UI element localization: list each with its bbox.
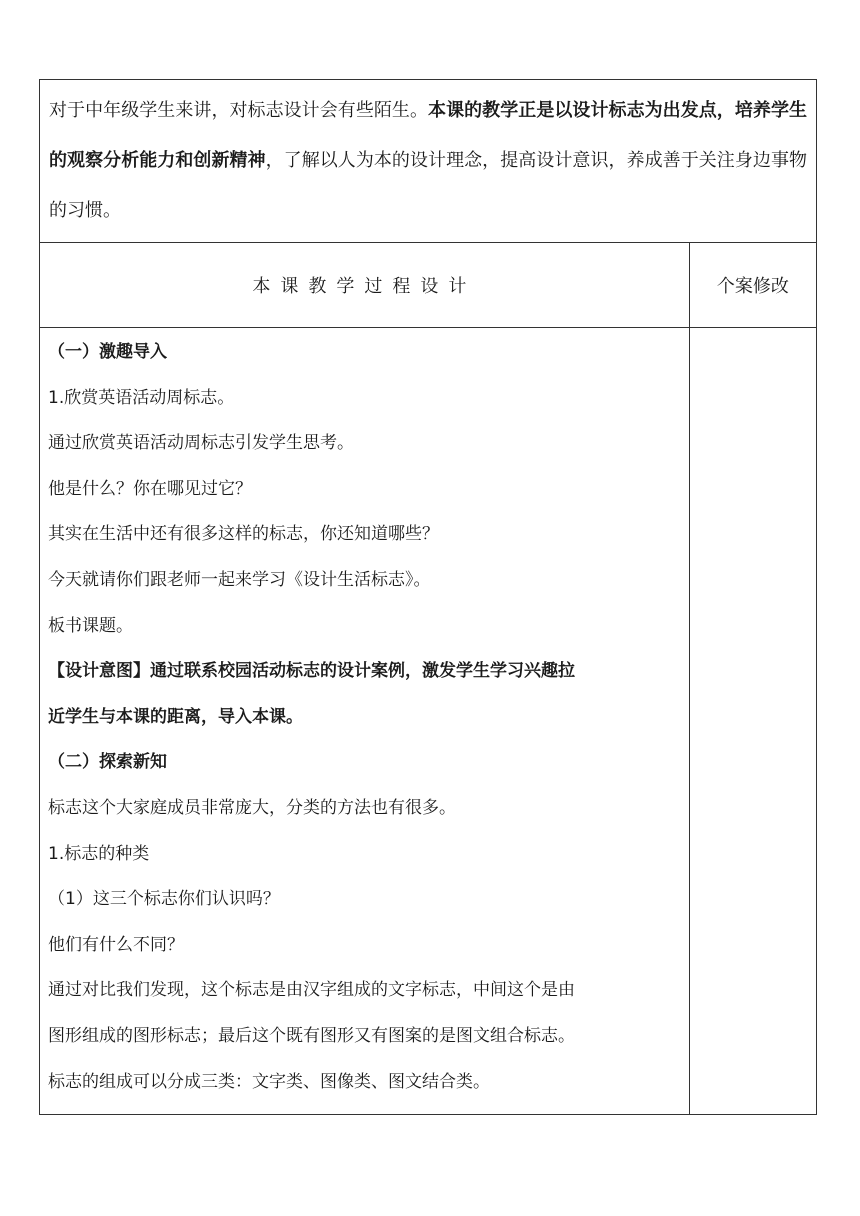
content-line: （1）这三个标志你们认识吗？ xyxy=(48,889,280,910)
content-line: 通过对比我们发现，这个标志是由汉字组成的文字标志，中间这个是由 xyxy=(48,980,575,1001)
content-line: 标志的组成可以分成三类：文字类、图像类、图文结合类。 xyxy=(48,1071,490,1092)
content-line: 通过欣赏英语活动周标志引发学生思考。 xyxy=(48,433,354,454)
process-header-cell xyxy=(40,243,690,328)
content-line: （一）激趣导入 xyxy=(48,342,167,362)
revision-header-title: 个案修改 xyxy=(716,276,789,297)
lesson-table xyxy=(39,79,817,1115)
content-line: （二）探索新知 xyxy=(48,752,167,773)
content-line: 1.欣赏英语活动周标志。 xyxy=(48,387,235,408)
intro-text-1: 对于中年级学生来讲，对标志设计会有些陌生。 xyxy=(49,100,429,121)
revision-header-cell xyxy=(689,243,816,328)
content-line: 他是什么？你在哪见过它？ xyxy=(48,478,252,499)
intro-text-bold: 本课的教学正是以设计标志为出发点，培养学生的观察分析能力和创新精神 xyxy=(49,100,808,171)
content-line: 他们有什么不同？ xyxy=(48,934,184,955)
process-header-title: 本课教学过程设计 xyxy=(252,276,477,297)
content-line: 图形组成的图形标志；最后这个既有图形又有图案的是图文组合标志。 xyxy=(48,1025,575,1046)
content-line: 标志这个大家庭成员非常庞大，分类的方法也有很多。 xyxy=(48,797,456,818)
content-line: 今天就请你们跟老师一起来学习《设计生活标志》。 xyxy=(48,569,431,590)
process-content xyxy=(40,328,689,1114)
intro-text-2: ，了解以人为本的设计理念，提高设计意识，养成善于关注身边事物的习惯。 xyxy=(49,150,808,221)
content-line: 【设计意图】通过联系校园活动标志的设计案例，激发学生学习兴趣拉 xyxy=(48,661,575,682)
intro-cell xyxy=(40,80,817,243)
content-line: 1.标志的种类 xyxy=(48,843,150,864)
process-content-cell xyxy=(40,328,690,1115)
content-line: 近学生与本课的距离，导入本课。 xyxy=(48,706,303,727)
content-line: 其实在生活中还有很多这样的标志，你还知道哪些？ xyxy=(48,524,439,545)
intro-paragraph xyxy=(40,80,816,236)
revision-content-cell xyxy=(689,328,816,1115)
content-line: 板书课题。 xyxy=(48,615,133,636)
